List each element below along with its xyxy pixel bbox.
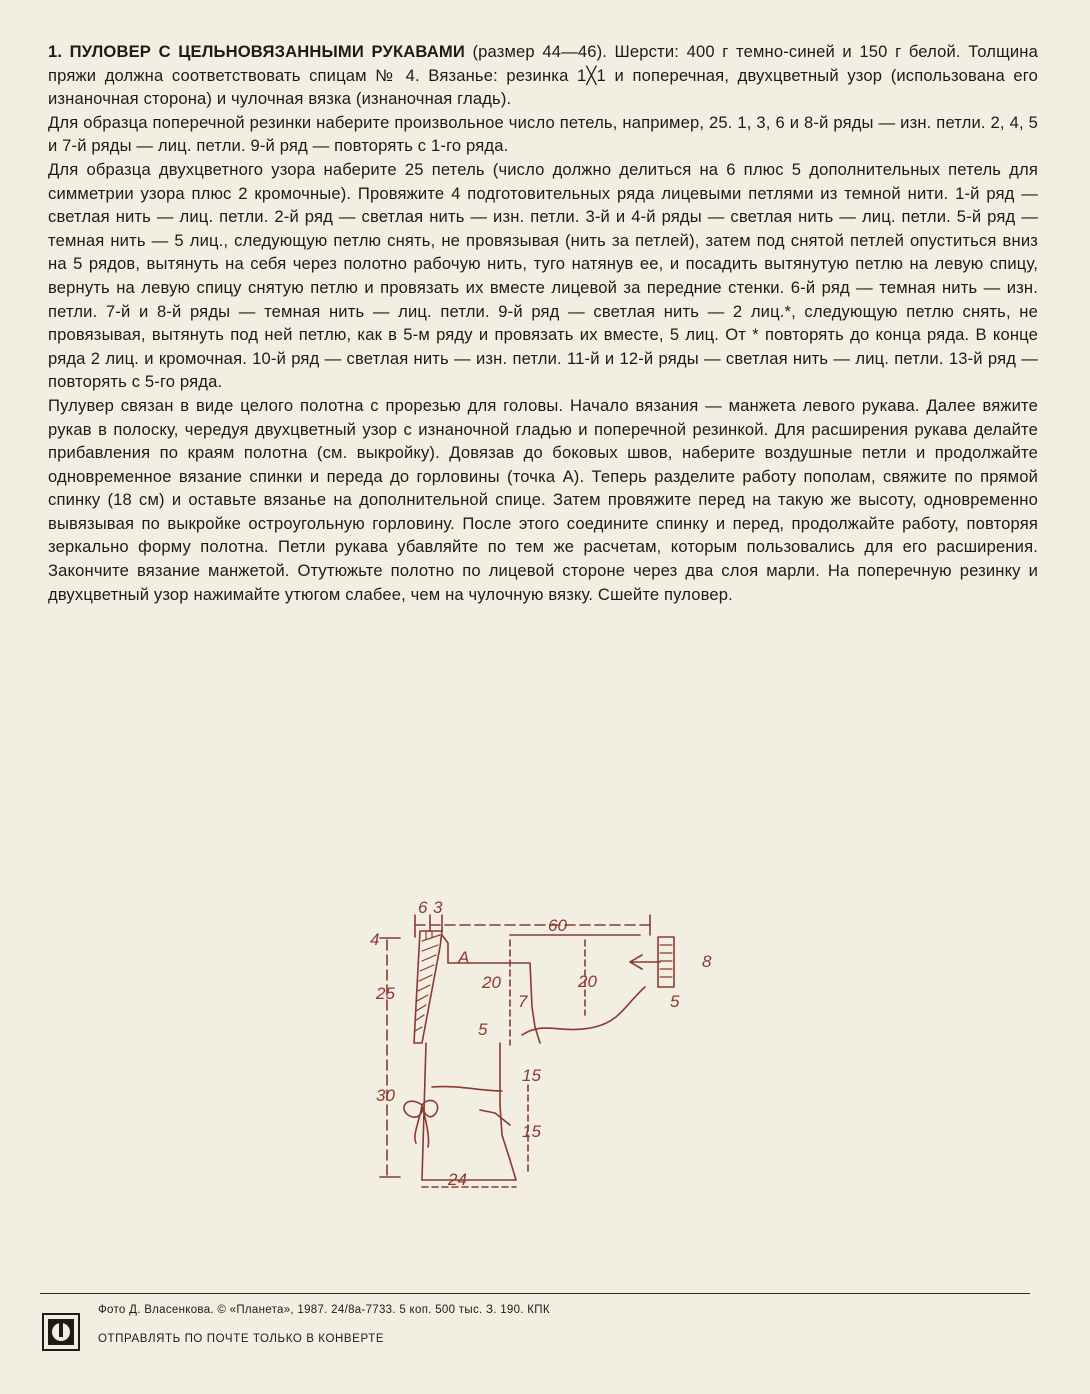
bow-icon [404, 1100, 438, 1147]
label-60: 60 [548, 916, 567, 935]
label-8: 8 [702, 952, 712, 971]
label-15a: 15 [522, 1066, 541, 1085]
pattern-diagram [360, 895, 730, 1195]
article-intro-text: (размер 44—46). Шерсти: 400 г темно-синей и 150 г белой. Толщина пряжи должна соответствовать спицам № 4. Вязанье: резинка 1╳1 и поперечная, двухцветный узор (использована его изнаночная сторона) и чулочная вязка (изнаночная гладь). [48, 42, 1038, 109]
label-5-cuff: 5 [670, 992, 680, 1011]
label-20b: 20 [578, 972, 597, 991]
footer-credits: Фото Д. Власенкова. © «Планета», 1987. 24/8а-7733. 5 коп. 500 тыс. З. 190. КПК [98, 1304, 550, 1316]
sleeve-curve [522, 987, 645, 1035]
label-20a: 20 [482, 973, 501, 992]
rib-curve [432, 1087, 502, 1091]
footer-mail-note: ОТПРАВЛЯТЬ ПО ПОЧТЕ ТОЛЬКО В КОНВЕРТЕ [98, 1333, 385, 1345]
arrow-icon [630, 955, 660, 969]
label-25: 25 [376, 984, 395, 1003]
footer-divider [40, 1293, 1030, 1294]
side-seam [500, 1043, 516, 1180]
article-text [48, 40, 1038, 606]
paragraph-assembly: Пулувер связан в виде целого полотна с прорезью для головы. Начало вязания — манжета левого рукава. Далее вяжите рукав в полоску, чередуя двухцветный узор с изнаночной гладью и поперечной резинкой. Для расширения рукава делайте прибавления по краям полотна (см. выкройку). Довязав до боковых швов, наберите воздушные петли и продолжайте одновременное вязание спинки и переда до горловины (точка А). Теперь разделите работу пополам, свяжите по прямой спинку (18 см) и оставьте вязанье на дополнительной спице. Затем провяжите перед на такую же высоту, одновременно вывязывая по выкройке остроугольную горловину. После этого соедините спинку и перед, продолжайте работу, повторяя зеркально форму полотна. Петли рукава убавляйте по тем же расчетам, которым пользовались для его расширения. Закончите вязание манжетой. Отутюжьте полотно по лицевой стороне через два слоя марли. На поперечную резинку и двухцветный узор нажимайте утюгом слабее, чем на чулочную вязку. Сшейте пуловер. [48, 395, 1038, 604]
paragraph-rib-sample: Для образца поперечной резинки наберите произвольное число петель, например, 25. 1, 3, 6 и 8-й ряды — изн. петли. 2, 4, 5 и 7-й ряды — лиц. петли. 9-й ряд — повторять с 1-го ряда. [48, 112, 1038, 156]
label-30: 30 [376, 1086, 395, 1105]
publisher-logo-icon [42, 1313, 80, 1351]
label-4: 4 [370, 930, 380, 949]
label-a: A [458, 948, 470, 967]
neckline-outline [414, 931, 442, 1043]
paragraph-two-color-sample: Для образца двухцветного узора наберите 25 петель (число должно делиться на 6 плюс 5 дополнительных петель для симметрии узора плюс 2 кромочные). Провяжите 4 подготовительных ряда лицевыми петлями из темной нити. 1-й ряд — светлая нить — лиц. петли. 2-й ряд — светлая нить — изн. петли. 3-й и 4-й ряды — светлая нить — лиц. петли. 5-й ряд — темная нить — 5 лиц., следующую петлю снять, не провязывая (нить за петлей), затем под снятой петлей опуститься вниз на 5 рядов, вытянуть на себя через полотно рабочую нить, туго натянув ее, и посадить вытянутую петлю на левую спицу, вернуть на левую спицу снятую петлю и провязать их вместе лицевой за передние стенки. 6-й ряд — темная нить — изн. петли. 7-й и 8-й ряды — темная нить — лиц. петли. 9-й ряд — светлая нить — 2 лиц.*, следующую петлю снять, не провязывая, вытянуть под ней петлю, как в 5-м ряду и провязать их вместе, 5 лиц. От * повторять до конца ряда. В конце ряда 2 лиц. и кромочная. 10-й ряд — светлая нить — изн. петли. 11-й и 12-й ряды — светлая нить — лиц. петли. 13-й ряд — повторять с 5-го ряда. [48, 159, 1038, 392]
article-intro [48, 40, 1038, 111]
hem-detail [480, 1110, 510, 1125]
label-24: 24 [448, 1170, 467, 1189]
label-15b: 15 [522, 1122, 541, 1141]
cuff-ribbing [660, 945, 672, 977]
label-5-mid: 5 [478, 1020, 488, 1039]
article-title: 1. ПУЛОВЕР С ЦЕЛЬНОВЯЗАННЫМИ РУКАВАМИ [48, 42, 465, 61]
label-3: 3 [433, 898, 443, 917]
label-6: 6 [418, 898, 428, 917]
label-7: 7 [518, 992, 528, 1011]
